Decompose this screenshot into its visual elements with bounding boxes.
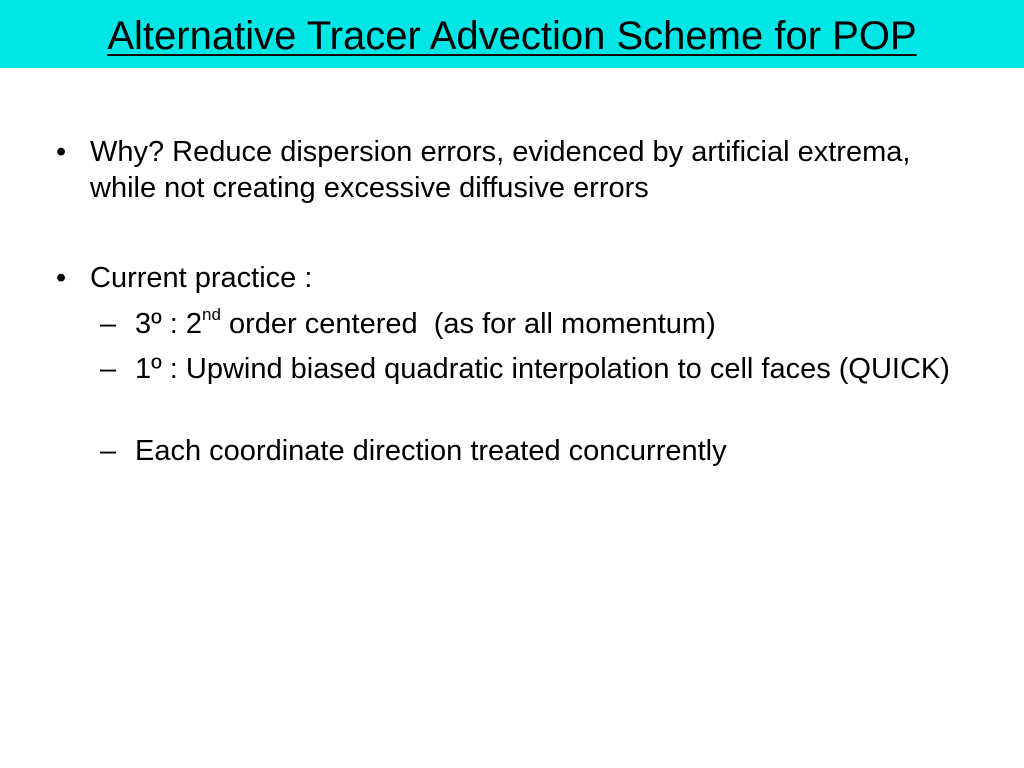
bullet-marker: • [56,136,67,168]
bullet-why: Why? Reduce dispersion errors, evidenced by artificial extrema, while not creating excessive diffusive errors [90,136,911,204]
sub-bullet-marker: – [100,435,117,467]
bullet-current-practice: Current practice : [90,262,313,294]
title-bar [0,0,1024,68]
bullet-marker: • [56,262,67,294]
sub-bullet-centered-prefix: 3º : 2 [135,308,203,340]
ordinal-superscript: nd [202,305,221,325]
sub-bullet-centered [135,306,985,342]
sub-bullet-marker: – [100,308,117,340]
slide-title: Alternative Tracer Advection Scheme for POP [107,14,917,58]
sub-bullet-marker: – [100,353,117,385]
sub-bullet-centered-suffix: order centered (as for all momentum) [220,308,716,340]
sub-bullet-coordinate: Each coordinate direction treated concurrently [135,435,727,467]
sub-bullet-upwind: 1º : Upwind biased quadratic interpolation to cell faces (QUICK) [135,353,950,385]
